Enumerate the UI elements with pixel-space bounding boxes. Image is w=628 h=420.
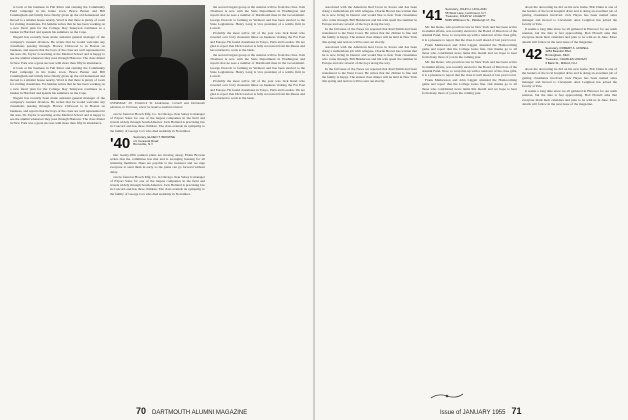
article-text: Mr. Ike Reise, who practices law in New York and has been active in alumni affairs, was recently elected to the Board of Directors of the Alumni Fund. Now, to wrap this up with a rundown of the class gifts, it is a pleasure to report that the class is well ahead of last year's total. <box>422 25 517 42</box>
secretary-line: Secretary, JOHN H. HOLLAND <box>445 7 487 11</box>
article-text: about the decorating he did on his new home. Bob Dunn is one of the leaders of the local hospital drive and is doing an excellent job of getting classmates involved. Jack Hayes has been named sales manager and moved to Cleveland. Alex Leighton has joined the faculty at Yale. <box>522 5 617 26</box>
secretary-line: 55 West Lane, Larchmont, N.Y. <box>445 10 487 15</box>
left-column-1 <box>10 5 105 403</box>
photo-caption: OVERSEAS: Dr. Frederick W. Lindemann, Cornell and Dartmouth alumnus, in Formosa, where he heads a medical mission. <box>110 101 205 109</box>
article-text: the second largest group at the reunion will be from the class. Tom Thomson is now with the State Department in Washington and reports that he sees a number of Dartmouth men in the Government. George Prescott is farming in Vermont and has been elected to the State Legislature. Henry Lang is vice president of a textile firm in Lowell. <box>210 5 305 31</box>
class-heading-1940 <box>110 136 205 151</box>
article-text: can be found at Hooch Mfg. Co. in Chicago. Pete Sabey is manager of Export Sales for one of the largest companies in the field and travels widely through South America. Jack Holland is practising law in Concord and has three children. The class extends its sympathy to the family of George Cox who died suddenly in November. <box>110 174 205 196</box>
class-heading-1942 <box>522 47 617 66</box>
ornament-icon <box>430 392 464 400</box>
secretary-line: 1284 Beaufort Blvd. <box>545 49 572 54</box>
article-text: associated with the American Red Cross in Korea and has been doing a tremendous job with refugees. Charlie Brown has written that he is now living in Denver and would like to hear from classmates who come through. Bill Henderson and his wife spent the summer in Europe and saw several of the boys along the way. <box>322 5 417 26</box>
magazine-name: DARTMOUTH ALUMNI MAGAZINE <box>152 410 248 416</box>
right-column-2 <box>422 5 517 403</box>
page-number: 70 <box>136 406 147 416</box>
left-column-3 <box>210 5 305 403</box>
article-text: the second largest group at the reunion will be from the class. Tom Thomson is now with the State Department in Washington and reports that he sees a number of Dartmouth men in the Government. George Prescott is farming in Vermont and has been elected to the State Legislature. Henry Lang is vice president of a textile firm in Lowell. <box>210 53 305 79</box>
article-text: can be found at Hooch Mfg. Co. in Chicago. Pete Sabey is manager of Export Sales for one of the largest companies in the field and travels widely through South America. Jack Holland is practising law in Concord and has three children. The class extends its sympathy to the family of George Cox who died suddenly in November. <box>110 111 205 133</box>
secretary-line: c/o Ceresota Road <box>133 138 159 143</box>
article-text: Frank Mathewson and John Liggett attended the Homecoming game and report that the College looks fine. Our thanks go to all those who contributed news items this month and we hope to hear from many more of you in the coming year. <box>422 42 517 60</box>
class-year: '40 <box>110 134 131 152</box>
article-text: In the fall issue of the News we reported that Paul Smith had been transferred to the West Coast. He writes that the climate is fine and the family is happy. The annual class dinner will be held in New York this spring and notices will be sent out shortly. <box>322 26 417 44</box>
secretary-line: Treasurer, CHARLES LINDSAY <box>545 56 588 61</box>
class-secretary-block <box>545 47 589 66</box>
page-number: 71 <box>511 406 522 416</box>
secretary-line: 5335 Wilkinson St., Pittsburgh 17, Pa. <box>445 18 496 23</box>
class-year: '42 <box>522 45 543 63</box>
article-text: It seems a long time since we all gathered in Hanover for our tenth reunion, but the date is fast approaching. Bob Howell asks that everyone mark their calendars and plan to be with us in June. More details will follow in the next issue of the magazine. <box>522 89 617 106</box>
class-secretary-block <box>133 136 175 147</box>
article-text: Our twenty-fifth reunion plans are moving along. Elden Browne writes that the committee has met and is arranging housing for all returning members. Dues are payable to the treasurer and we urge everyone to send them in early so the plans can go forward without delay. <box>110 152 205 174</box>
article-text: Nugent has recently been made assistant general manager of the company's western division. He writes that he would welcome any classmates passing through. Horace Chitwood is in Boston on business, and reports that the boys of the class are well represented in the area. Dr. Taylor is teaching at the Medical School and is happy to see the alumni whenever they pass through Hanover. The class dinner in New York was a great success with more than fifty in attendance. <box>10 35 105 65</box>
article-text: about the decorating he did on his new home. Bob Dunn is one of the leaders of the local hospital drive and is doing an excellent job of getting classmates involved. Jack Hayes has been named sales manager and moved to Cleveland. Alex Leighton has joined the faculty at Yale. <box>522 67 617 89</box>
secretary-line: 3 Bank St., Milford, N.H. <box>545 60 578 65</box>
portrait-photo <box>110 5 205 100</box>
class-year: '41 <box>422 7 443 24</box>
right-column-3 <box>522 5 617 403</box>
secretary-line: Secretary, ELDEN T. BROWNE <box>133 134 175 139</box>
article-text: Nugent has recently been made assistant general manager of the company's western division. He writes that he would welcome any classmates passing through. Horace Chitwood is in Boston on business, and reports that the boys of the class are well represented in the area. Dr. Taylor is teaching at the Medical School and is happy to see the alumni whenever they pass through Hanover. The class dinner in New York was a great success with more than fifty in attendance. <box>10 95 105 126</box>
article-text: is back at his business in Fall River and running the Community Fund campaign in his home town. Bruce Baxter and Bill Cunningham and family have finally given up the old homestead and moved to a smaller house nearby. Word is that there is plenty of room for visiting classmates. Ed Jenkins writes that he has been working on a new fiscal plan for the College. Ray Tennyson continues as a banker in Hartford and spends his summers on the Cape. <box>10 65 105 95</box>
secretary-line: Treasurer, JOHN W. LIGGETT <box>445 14 486 19</box>
right-column-1 <box>322 5 417 403</box>
issue-label: Issue of JANUARY 1955 <box>440 410 506 416</box>
article-text: It seems a long time since we all gathered in Hanover for our tenth reunion, but the date is fast approaching. Bob Howell asks that everyone mark their calendars and plan to be with us in June. More details will follow in the next issue of the magazine. <box>522 26 617 44</box>
article-text: Mr. Ike Reise, who practices law in New York and has been active in alumni affairs, was recently elected to the Board of Directors of the Alumni Fund. Now, to wrap this up with a rundown of the class gifts, it is a pleasure to report that the class is well ahead of last year's total. <box>422 60 517 78</box>
photo-figure-head <box>132 19 162 59</box>
page-gutter <box>313 0 315 420</box>
secretary-line: Birmingham, Mich. <box>545 53 571 58</box>
left-page-footer <box>130 406 247 416</box>
article-text: is back at his business in Fall River and running the Community Fund campaign in his home town. Bruce Baxter and Bill Cunningham and family have finally given up the old homestead and moved to a smaller house nearby. Word is that there is plenty of room for visiting classmates. Ed Jenkins writes that he has been working on a new fiscal plan for the College. Ray Tennyson continues as a banker in Hartford and spends his summers on the Cape. <box>10 5 105 35</box>
class-secretary-block <box>445 8 495 23</box>
secretary-line: Bronxville, N.Y. <box>133 142 154 147</box>
left-column-2 <box>110 5 205 403</box>
right-page-footer <box>440 406 528 416</box>
article-text: Probably the most active '40 of the year was Jack Rand who traveled over forty thousand miles on business visiting the Far East and Europe. He found classmates in Tokyo, Paris and London. We are glad to report that Dick Lawton is fully recovered from his illness and has returned to work at the bank. <box>210 79 305 100</box>
secretary-line: Secretary, ROBERT A. HOWELL <box>545 45 589 50</box>
article-text: Frank Mathewson and John Liggett attended the Homecoming game and report that the College looks fine. Our thanks go to all those who contributed news items this month and we hope to hear from many more of you in the coming year. <box>422 78 517 95</box>
article-text: Probably the most active '40 of the year was Jack Rand who traveled over forty thousand miles on business visiting the Far East and Europe. He found classmates in Tokyo, Paris and London. We are glad to report that Dick Lawton is fully recovered from his illness and has returned to work at the bank. <box>210 31 305 52</box>
article-text: associated with the American Red Cross in Korea and has been doing a tremendous job with refugees. Charlie Brown has written that he is now living in Denver and would like to hear from classmates who come through. Bill Henderson and his wife spent the summer in Europe and saw several of the boys along the way. <box>322 44 417 66</box>
class-heading-1941 <box>422 8 517 23</box>
photo-figure-body <box>118 57 188 100</box>
article-text: In the fall issue of the News we reported that Paul Smith had been transferred to the West Coast. He writes that the climate is fine and the family is happy. The annual class dinner will be held in New York this spring and notices will be sent out shortly. <box>322 66 417 84</box>
